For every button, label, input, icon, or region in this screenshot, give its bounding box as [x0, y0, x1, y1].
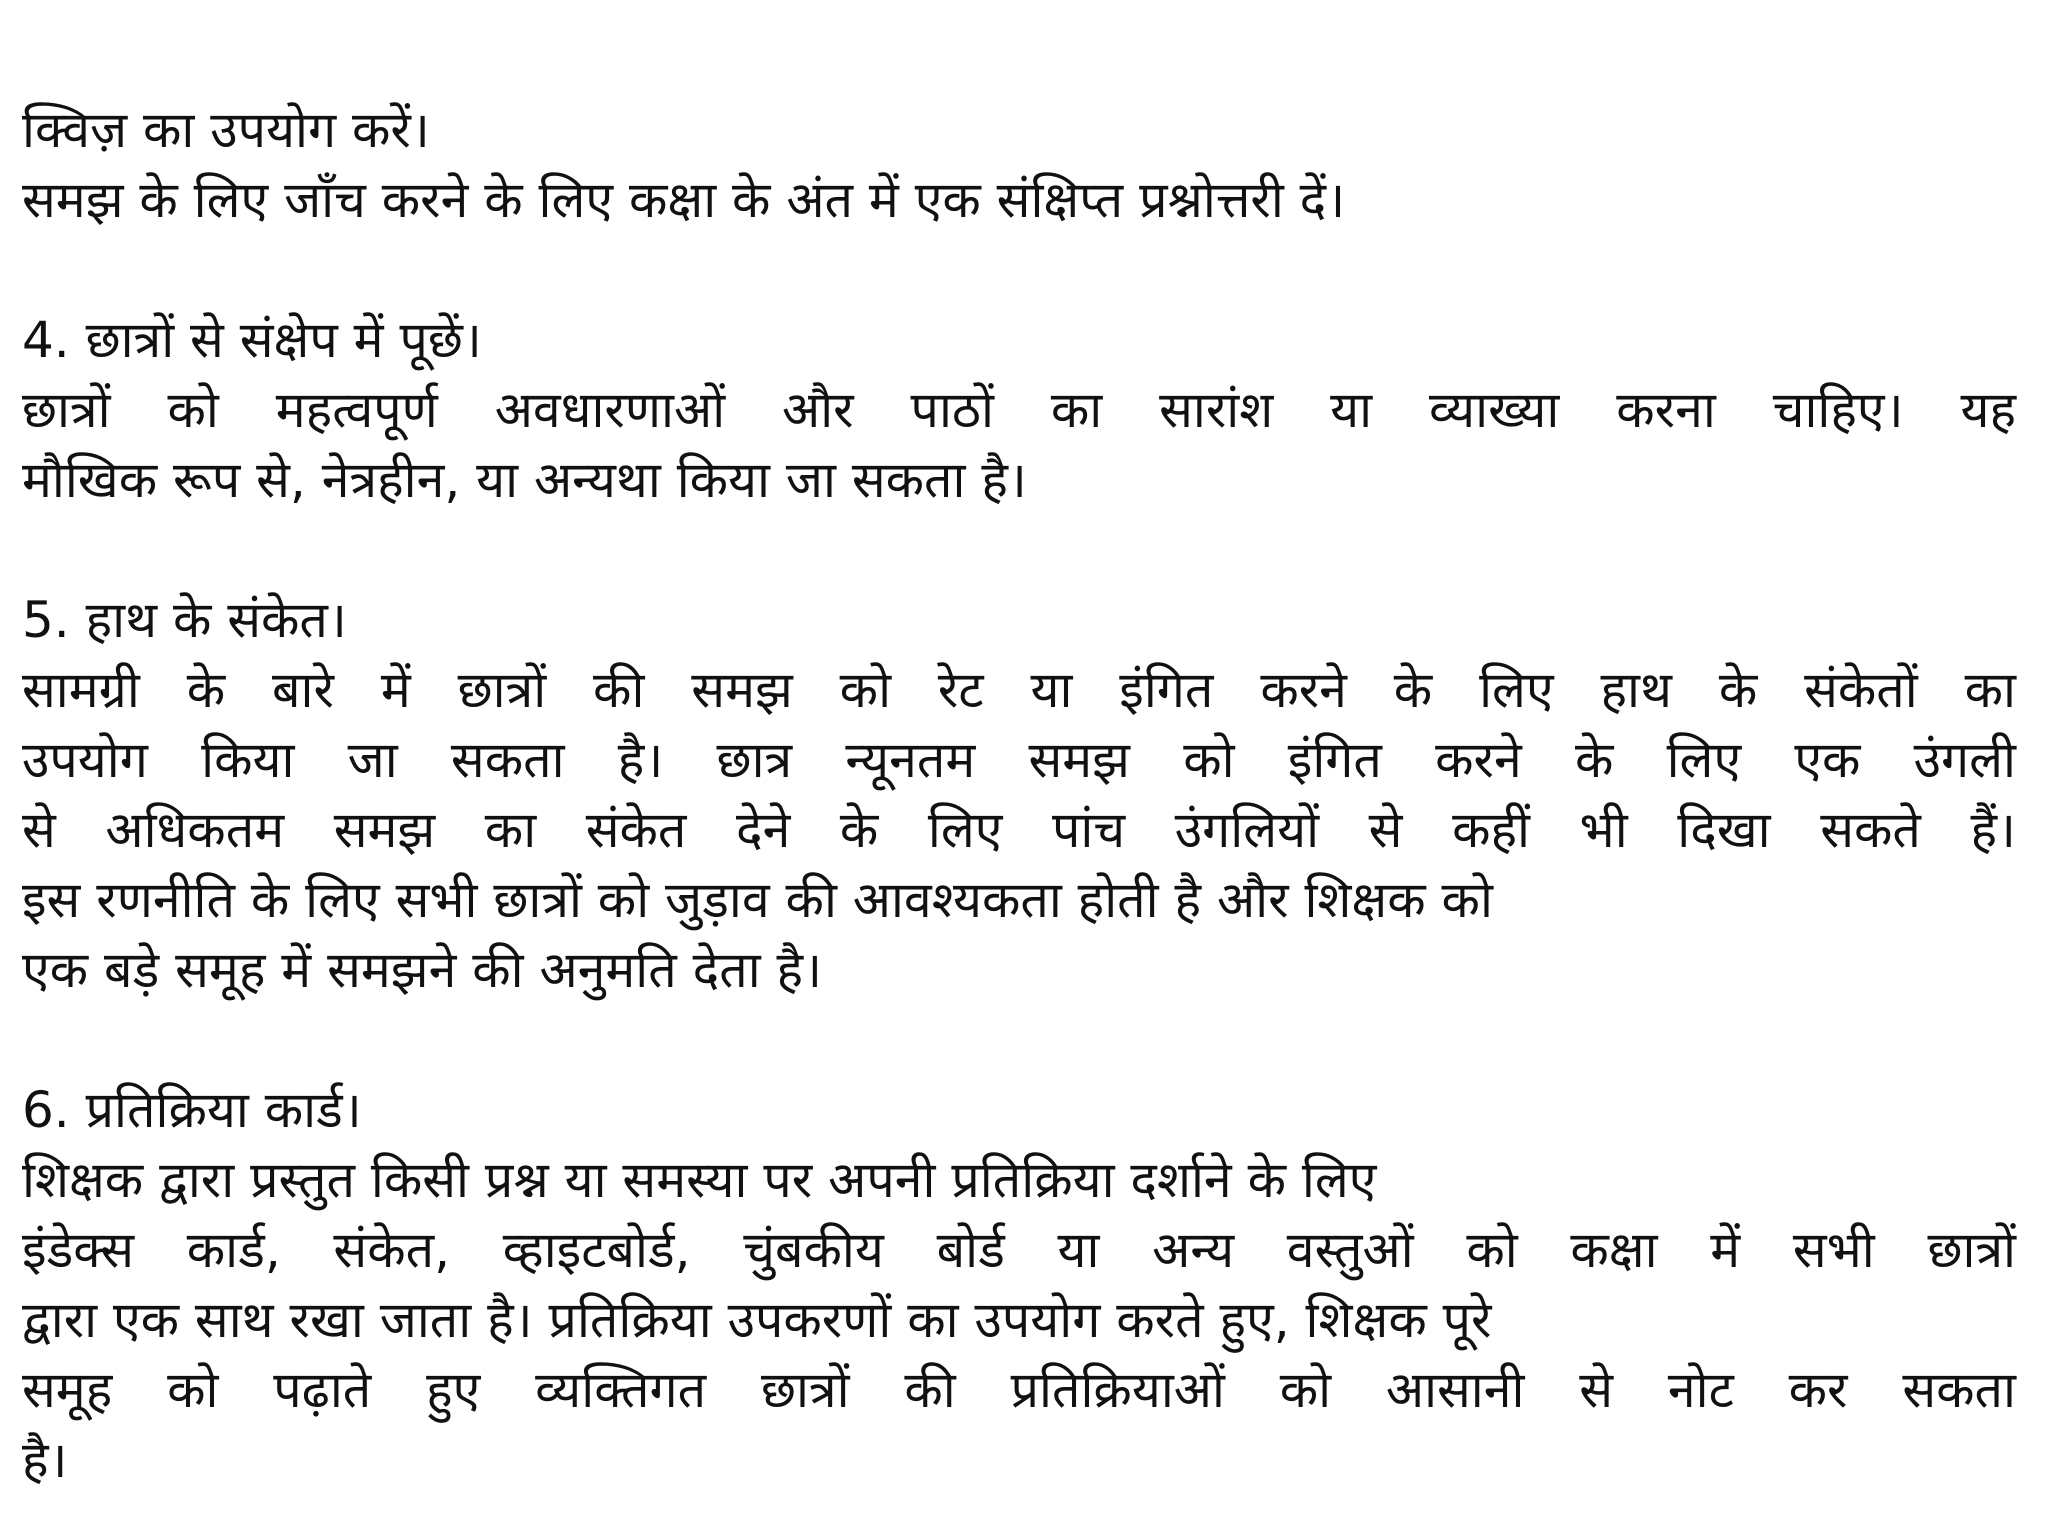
body-text-line: समझ के लिए जाँच करने के लिए कक्षा के अंत में एक संक्षिप्त प्रश्नोत्तरी दें।: [22, 171, 1346, 229]
body-text-line: से अधिकतम समझ का संकेत देने के लिए पांच उंगलियों से कहीं भी दिखा सकते हैं।: [22, 801, 2016, 859]
body-text-line: सामग्री के बारे में छात्रों की समझ को रेट या इंगित करने के लिए हाथ के संकेतों का: [22, 661, 2016, 719]
body-text-line: है।: [22, 1431, 68, 1489]
body-text-line: एक बड़े समूह में समझने की अनुमति देता है।: [22, 941, 823, 999]
section-heading-6: 6. प्रतिक्रिया कार्ड।: [22, 1081, 362, 1139]
quiz-heading-line: क्विज़ का उपयोग करें।: [22, 101, 430, 159]
body-text-line: उपयोग किया जा सकता है। छात्र न्यूनतम समझ को इंगित करने के लिए एक उंगली: [22, 731, 2016, 789]
body-text-line: छात्रों को महत्वपूर्ण अवधारणाओं और पाठों का सारांश या व्याख्या करना चाहिए। यह: [22, 381, 2016, 439]
body-text-line: शिक्षक द्वारा प्रस्तुत किसी प्रश्न या समस्या पर अपनी प्रतिक्रिया दर्शाने के लिए: [22, 1151, 1377, 1209]
section-heading-4: 4. छात्रों से संक्षेप में पूछें।: [22, 311, 482, 369]
body-text-line: द्वारा एक साथ रखा जाता है। प्रतिक्रिया उपकरणों का उपयोग करते हुए, शिक्षक पूरे: [22, 1291, 1492, 1349]
body-text-line: इस रणनीति के लिए सभी छात्रों को जुड़ाव की आवश्यकता होती है और शिक्षक को: [22, 871, 1493, 929]
body-text-line: इंडेक्स कार्ड, संकेत, व्हाइटबोर्ड, चुंबकीय बोर्ड या अन्य वस्तुओं को कक्षा में सभी छात्रों: [22, 1221, 2016, 1279]
section-heading-5: 5. हाथ के संकेत।: [22, 591, 347, 649]
body-text-line: मौखिक रूप से, नेत्रहीन, या अन्यथा किया जा सकता है।: [22, 451, 1027, 509]
body-text-line: समूह को पढ़ाते हुए व्यक्तिगत छात्रों की प्रतिक्रियाओं को आसानी से नोट कर सकता: [22, 1361, 2016, 1419]
